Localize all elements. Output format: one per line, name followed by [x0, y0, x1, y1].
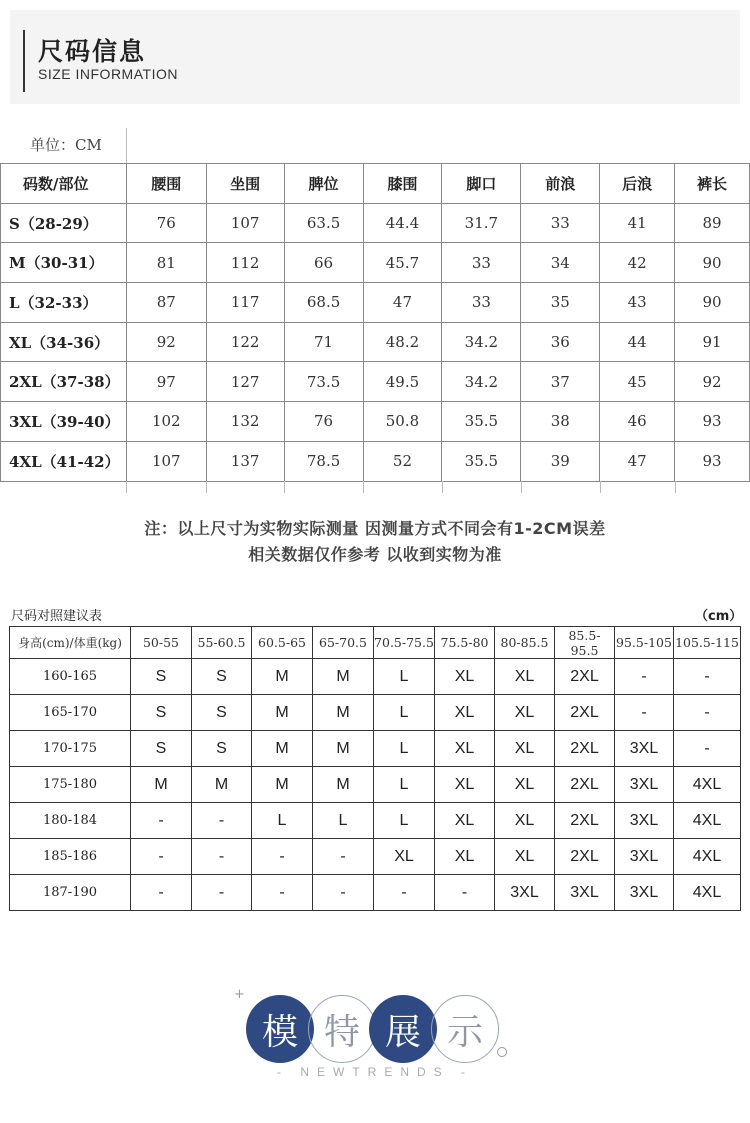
measurement-cell: 90 — [675, 283, 750, 323]
size-cell: XL — [495, 839, 555, 875]
table-row — [10, 767, 741, 803]
measurement-cell: 73.5 — [284, 362, 363, 402]
size-cell: XL — [435, 659, 495, 695]
measurement-cell: 43 — [600, 283, 675, 323]
measurement-cell: 76 — [126, 203, 206, 243]
column-header: 裤长 — [675, 164, 750, 204]
measurement-cell: 76 — [284, 402, 363, 442]
weight-header: 60.5-65 — [252, 627, 313, 659]
weight-header: 75.5-80 — [435, 627, 495, 659]
height-cell: 165-170 — [10, 695, 131, 731]
size-cell: - — [674, 695, 741, 731]
size-label-cell: 2XL（37-38） — [1, 362, 127, 402]
size-cell: L — [374, 803, 435, 839]
column-header: 坐围 — [206, 164, 284, 204]
measurement-cell: 93 — [675, 441, 750, 481]
size-label-cell: XL（34-36） — [1, 322, 127, 362]
measurement-cell: 78.5 — [284, 441, 363, 481]
table-row — [10, 731, 741, 767]
measurement-cell: 92 — [675, 362, 750, 402]
measurement-cell: 102 — [126, 402, 206, 442]
measurement-cell: 97 — [126, 362, 206, 402]
size-cell: 3XL — [615, 875, 674, 911]
measurement-cell: 37 — [521, 362, 600, 402]
table-row — [1, 441, 750, 481]
weight-header: 65-70.5 — [313, 627, 374, 659]
size-cell: 2XL — [555, 731, 615, 767]
table-row — [1, 203, 750, 243]
size-label-cell: L（32-33） — [1, 283, 127, 323]
column-header: 腰围 — [126, 164, 206, 204]
weight-header: 80-85.5 — [495, 627, 555, 659]
size-cell: 3XL — [615, 731, 674, 767]
size-cell: S — [192, 695, 252, 731]
size-cell: - — [192, 839, 252, 875]
page-subtitle: SIZE INFORMATION — [38, 66, 178, 82]
weight-header: 70.5-75.5 — [374, 627, 435, 659]
size-cell: L — [374, 767, 435, 803]
measurement-cell: 87 — [126, 283, 206, 323]
recommend-table-title: 尺码对照建议表 — [11, 609, 103, 624]
measurement-cell: 107 — [206, 203, 284, 243]
size-cell: - — [252, 839, 313, 875]
size-cell: XL — [435, 803, 495, 839]
size-cell: 3XL — [615, 839, 674, 875]
size-cell: XL — [495, 767, 555, 803]
size-cell: 3XL — [495, 875, 555, 911]
size-cell: L — [374, 695, 435, 731]
size-cell: XL — [435, 695, 495, 731]
size-cell: - — [192, 803, 252, 839]
size-label-cell: M（30-31） — [1, 243, 127, 283]
corner-header: 身高(cm)/体重(kg) — [10, 627, 131, 659]
model-char-circle: 展 — [369, 995, 437, 1063]
ring-icon — [497, 1047, 507, 1057]
size-cell: S — [192, 659, 252, 695]
size-cell: XL — [495, 659, 555, 695]
measurement-cell: 47 — [363, 283, 442, 323]
size-cell: 2XL — [555, 767, 615, 803]
measurement-cell: 52 — [363, 441, 442, 481]
size-cell: - — [374, 875, 435, 911]
size-cell: 2XL — [555, 839, 615, 875]
column-header: 后浪 — [600, 164, 675, 204]
table-row — [1, 322, 750, 362]
recommend-table-unit: （cm） — [695, 609, 743, 624]
measurement-cell: 36 — [521, 322, 600, 362]
size-cell: XL — [495, 803, 555, 839]
size-cell: 4XL — [674, 875, 741, 911]
size-table — [0, 163, 750, 482]
height-cell: 187-190 — [10, 875, 131, 911]
column-header: 脾位 — [284, 164, 363, 204]
measurement-cell: 81 — [126, 243, 206, 283]
measurement-cell: 44.4 — [363, 203, 442, 243]
measurement-cell: 42 — [600, 243, 675, 283]
measurement-cell: 47 — [600, 441, 675, 481]
measurement-cell: 68.5 — [284, 283, 363, 323]
measurement-cell: 50.8 — [363, 402, 442, 442]
size-label-cell: 3XL（39-40） — [1, 402, 127, 442]
page-title: 尺码信息 — [38, 37, 147, 66]
measurement-cell: 39 — [521, 441, 600, 481]
weight-header: 50-55 — [131, 627, 192, 659]
size-cell: M — [131, 767, 192, 803]
column-header: 前浪 — [521, 164, 600, 204]
measurement-cell: 49.5 — [363, 362, 442, 402]
measurement-cell: 48.2 — [363, 322, 442, 362]
size-cell: - — [615, 659, 674, 695]
weight-header: 105.5-115 — [674, 627, 741, 659]
measurement-cell: 66 — [284, 243, 363, 283]
size-cell: L — [374, 731, 435, 767]
measurement-cell: 35.5 — [442, 402, 521, 442]
height-cell: 185-186 — [10, 839, 131, 875]
size-cell: - — [313, 839, 374, 875]
table-row — [10, 803, 741, 839]
size-cell: - — [131, 839, 192, 875]
size-cell: S — [131, 695, 192, 731]
size-cell: XL — [495, 695, 555, 731]
size-cell: M — [192, 767, 252, 803]
measurement-cell: 33 — [521, 203, 600, 243]
measurement-cell: 137 — [206, 441, 284, 481]
measurement-cell: 92 — [126, 322, 206, 362]
measurement-cell: 122 — [206, 322, 284, 362]
measurement-cell: 90 — [675, 243, 750, 283]
table-row — [10, 875, 741, 911]
size-cell: XL — [374, 839, 435, 875]
size-cell: 4XL — [674, 803, 741, 839]
table-row — [10, 695, 741, 731]
measurement-cell: 117 — [206, 283, 284, 323]
height-cell: 160-165 — [10, 659, 131, 695]
measurement-cell: 127 — [206, 362, 284, 402]
recommend-table — [9, 626, 741, 911]
table-row — [10, 659, 741, 695]
weight-header: 85.5-95.5 — [555, 627, 615, 659]
size-cell: M — [313, 695, 374, 731]
table-row — [1, 362, 750, 402]
measurement-cell: 31.7 — [442, 203, 521, 243]
size-cell: 2XL — [555, 803, 615, 839]
measurement-cell: 91 — [675, 322, 750, 362]
measurement-cell: 34.2 — [442, 362, 521, 402]
section-header — [10, 10, 740, 104]
tagline: - NEWTRENDS - — [277, 1065, 473, 1079]
size-cell: XL — [495, 731, 555, 767]
measurement-cell: 33 — [442, 243, 521, 283]
size-cell: - — [252, 875, 313, 911]
size-cell: 2XL — [555, 695, 615, 731]
size-cell: 3XL — [615, 767, 674, 803]
size-cell: 3XL — [615, 803, 674, 839]
size-cell: - — [131, 875, 192, 911]
size-cell: 3XL — [555, 875, 615, 911]
recommend-header-row — [10, 627, 741, 659]
column-header: 脚口 — [442, 164, 521, 204]
size-cell: L — [313, 803, 374, 839]
size-cell: - — [192, 875, 252, 911]
size-cell: M — [313, 731, 374, 767]
size-cell: - — [674, 731, 741, 767]
weight-header: 95.5-105 — [615, 627, 674, 659]
model-char-circle: 特 — [308, 995, 376, 1063]
header-accent-bar — [23, 30, 25, 92]
measurement-cell: 34 — [521, 243, 600, 283]
height-cell: 175-180 — [10, 767, 131, 803]
measurement-cell: 35 — [521, 283, 600, 323]
size-label-cell: 4XL（41-42） — [1, 441, 127, 481]
size-cell: 4XL — [674, 767, 741, 803]
size-cell: M — [252, 767, 313, 803]
measurement-cell: 41 — [600, 203, 675, 243]
size-cell: XL — [435, 839, 495, 875]
divider — [126, 128, 127, 163]
measurement-cell: 107 — [126, 441, 206, 481]
measurement-cell: 44 — [600, 322, 675, 362]
measurement-cell: 112 — [206, 243, 284, 283]
measurement-cell: 93 — [675, 402, 750, 442]
size-cell: - — [615, 695, 674, 731]
column-header: 膝围 — [363, 164, 442, 204]
column-header: 码数/部位 — [1, 164, 127, 204]
measurement-cell: 35.5 — [442, 441, 521, 481]
model-display-section — [0, 985, 750, 1095]
size-cell: M — [252, 731, 313, 767]
size-cell: L — [252, 803, 313, 839]
size-cell: 2XL — [555, 659, 615, 695]
height-cell: 170-175 — [10, 731, 131, 767]
measurement-cell: 45.7 — [363, 243, 442, 283]
size-unit-label: 单位：CM — [30, 136, 102, 154]
table-row — [10, 839, 741, 875]
measurement-cell: 132 — [206, 402, 284, 442]
size-cell: 4XL — [674, 839, 741, 875]
measurement-cell: 45 — [600, 362, 675, 402]
table-row — [1, 402, 750, 442]
size-cell: - — [674, 659, 741, 695]
size-cell: - — [313, 875, 374, 911]
size-cell: M — [252, 659, 313, 695]
measurement-cell: 71 — [284, 322, 363, 362]
size-label-cell: S（28-29） — [1, 203, 127, 243]
size-cell: XL — [435, 731, 495, 767]
size-cell: L — [374, 659, 435, 695]
plus-icon: + — [234, 987, 245, 1002]
measurement-cell: 46 — [600, 402, 675, 442]
size-cell: S — [131, 659, 192, 695]
size-cell: M — [313, 767, 374, 803]
weight-header: 55-60.5 — [192, 627, 252, 659]
model-char-circle: 模 — [246, 995, 314, 1063]
size-cell: XL — [435, 767, 495, 803]
table-row — [1, 283, 750, 323]
size-cell: - — [435, 875, 495, 911]
note-line-1: 注：以上尺寸为实物实际测量 因测量方式不同会有1-2CM误差 — [144, 519, 606, 538]
height-cell: 180-184 — [10, 803, 131, 839]
measurement-cell: 63.5 — [284, 203, 363, 243]
table-tail-lines — [0, 481, 750, 493]
size-table-header-row — [1, 164, 750, 204]
size-cell: - — [131, 803, 192, 839]
size-cell: S — [131, 731, 192, 767]
size-cell: S — [192, 731, 252, 767]
size-cell: M — [313, 659, 374, 695]
size-cell: M — [252, 695, 313, 731]
model-char-circle: 示 — [431, 995, 499, 1063]
measurement-cell: 34.2 — [442, 322, 521, 362]
note-line-2: 相关数据仅作参考 以收到实物为准 — [248, 545, 502, 564]
measurement-cell: 33 — [442, 283, 521, 323]
table-row — [1, 243, 750, 283]
measurement-cell: 89 — [675, 203, 750, 243]
measurement-cell: 38 — [521, 402, 600, 442]
